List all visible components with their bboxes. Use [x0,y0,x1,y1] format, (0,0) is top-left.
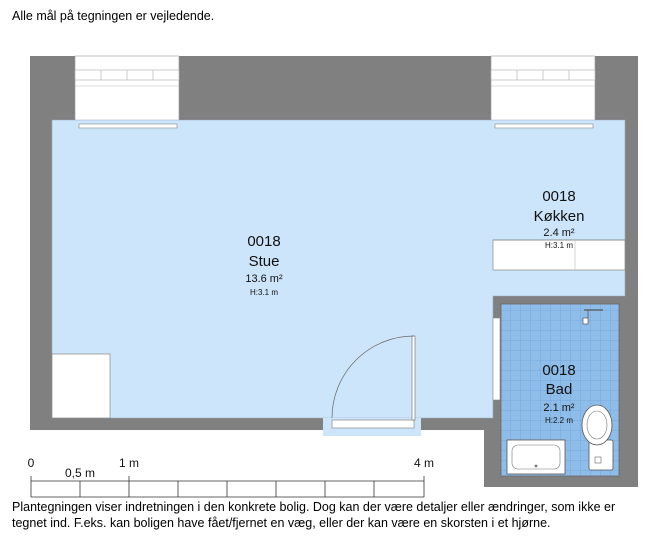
scale-label-half: 0,5 m [64,466,96,480]
room-area-bad: 2.1 m² [543,402,575,414]
scale-label-1m: 1 m [118,456,140,470]
room-height-koekken: H:3.1 m [544,241,574,250]
room-area-stue: 13.6 m² [245,273,283,285]
room-area-koekken: 2.4 m² [543,227,575,239]
window-sill-right [495,124,593,128]
room-label-stue [245,233,283,297]
room-number-bad: 0018 [542,362,576,379]
room-number-koekken: 0018 [542,188,576,205]
room-height-stue: H:3.1 m [249,288,279,297]
window-left [75,56,179,122]
bath-sink [507,440,565,474]
corner-cabinet [52,354,110,418]
room-height-bad: H:2.2 m [544,416,574,425]
room-label-bad [542,362,575,425]
room-name-stue: Stue [248,253,280,270]
scale-label-4m: 4 m [413,456,435,470]
room-number-stue: 0018 [247,233,281,250]
room-name-koekken: Køkken [533,208,585,225]
scale-label-0: 0 [27,456,35,470]
window-sill-left [79,124,177,128]
room-name-bad: Bad [545,381,573,398]
disclaimer-bottom: Plantegningen viser indretningen i den konkrete bolig. Dog kan der være detaljer eller ændringer, som ikke er tegnet ind. F.eks. kan boligen have fået/fjernet en væg, eller der kan være en skorsten i et hjørne. [12,500,616,530]
disclaimer-top: Alle mål på tegningen er vejledende. [12,9,215,23]
scale-bar [28,456,434,497]
window-right [491,56,595,122]
